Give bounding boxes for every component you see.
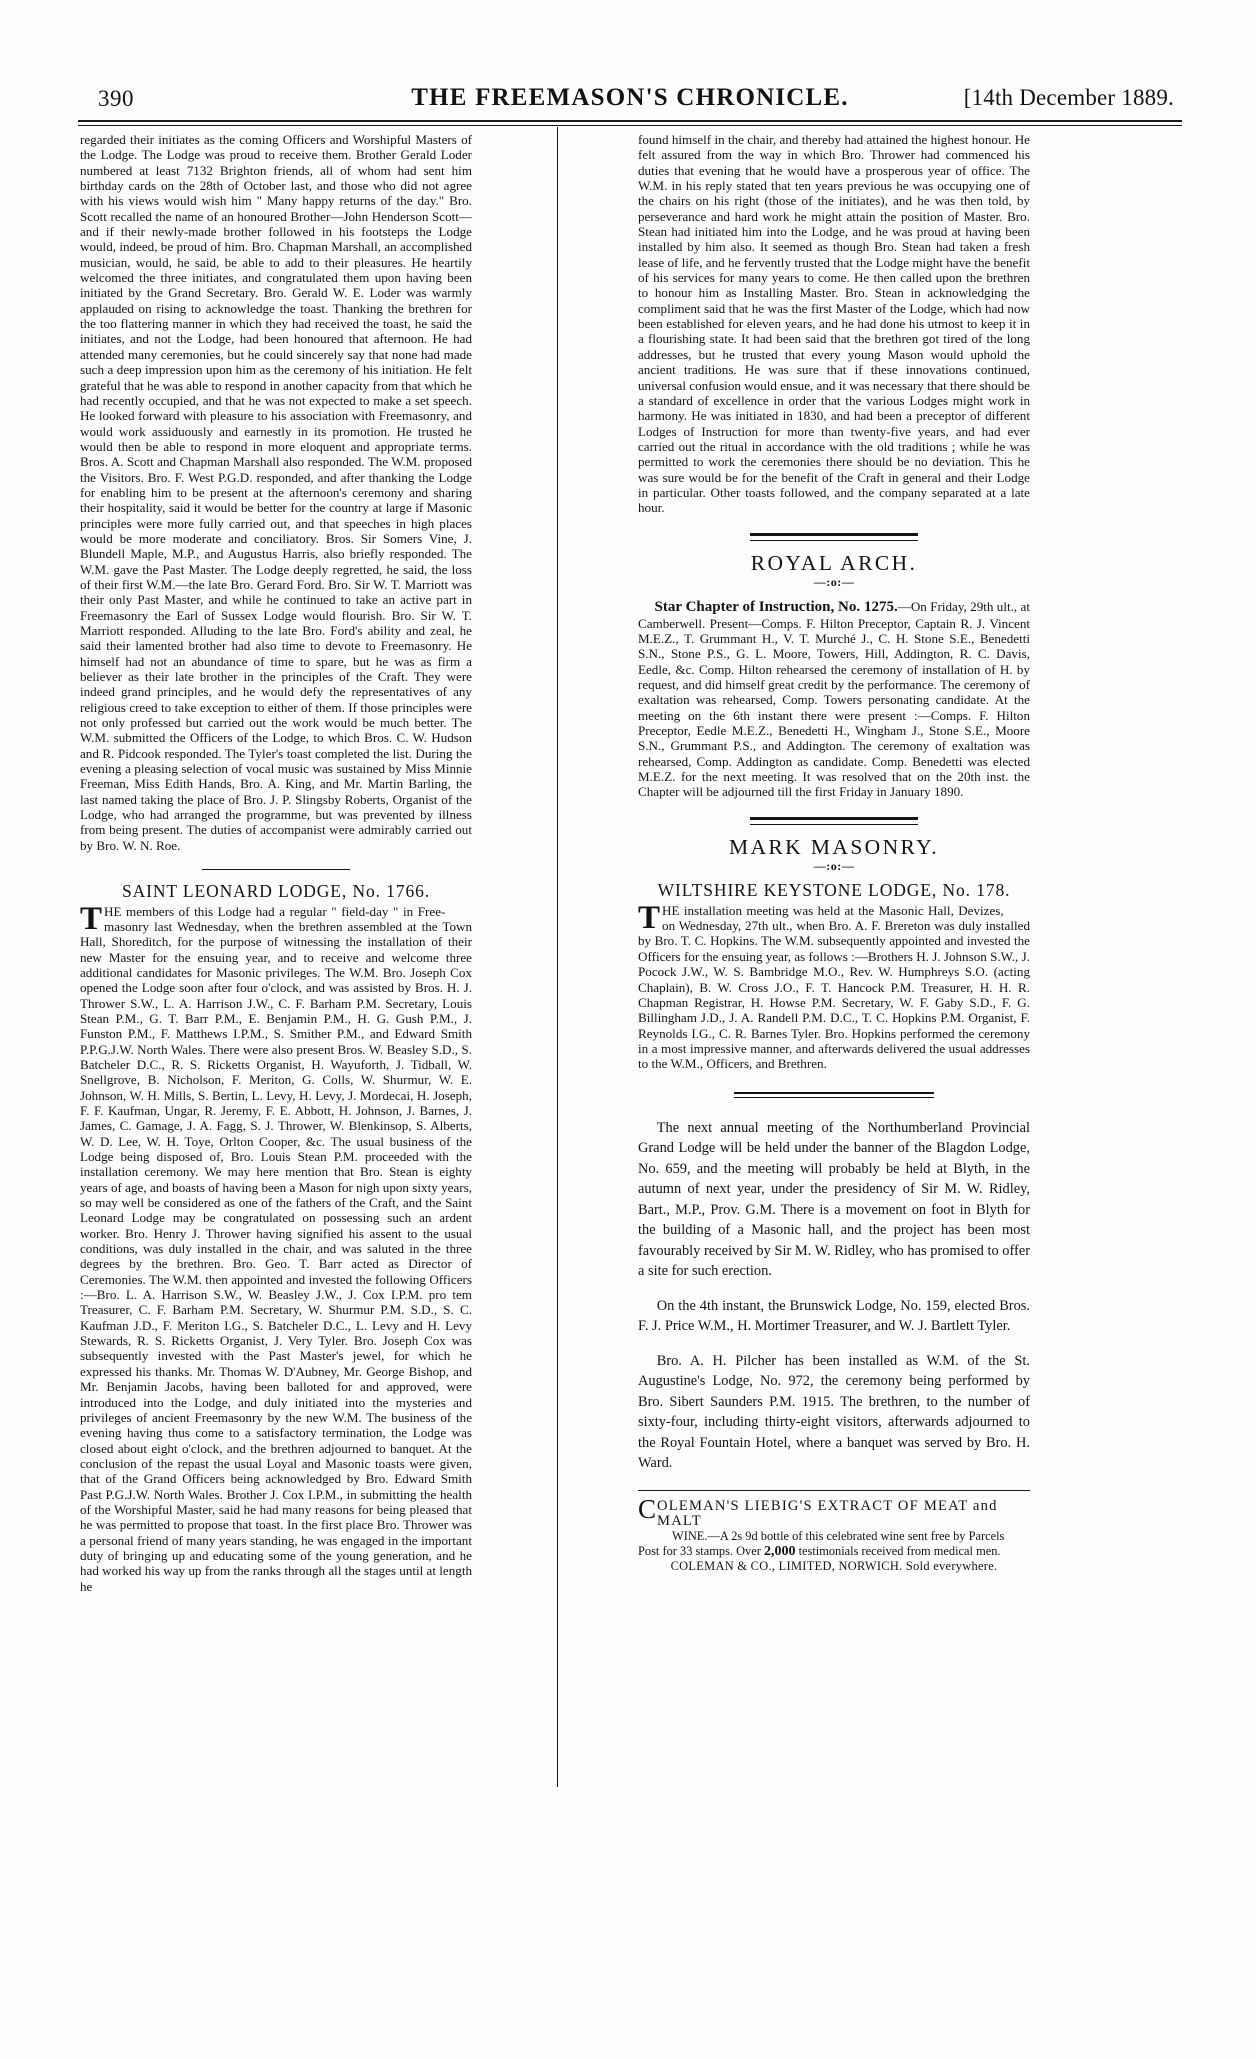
header-rule <box>78 120 1182 126</box>
saint-leonard-opening <box>80 900 473 1594</box>
section-rule-royal-arch <box>750 533 918 541</box>
issue-date: [14th December 1889. <box>963 85 1174 110</box>
ornament-divider-mark-masonry: —:o:— <box>813 859 855 874</box>
news-item-st-augustines: Bro. A. H. Pilcher has been installed as W.M. of the St. Augustine's Lodge, No. 972, the ceremony being performed by Bro. Sibert Saunders P.M. 1915. The brethren, to the number of sixty-four, including thirty-eight visitors, afterwards adjourned to the Royal Fountain Hotel, where a banquet was served by Bro. H. Ward. <box>638 1352 1030 1472</box>
wiltshire-body: installed by Bro. T. C. Hopkins. The W.M. subsequently appointed and invested the Officers for the ensuing year, as follows :—Brothers H. J. Johnson S.W., J. Pocock J.W., W. S. Bambridge M.O., Rev. W. Humphreys S.O. (acting Chaplain), B. W. Cross J.O., F. T. Hancock P.M. Treasurer, H. H. R. Chapman Registrar, H. Howse P.M. Secretary, W. F. Gaby S.D., F. G. Billingham J.D., J. A. Randell P.M. D.C., T. C. Hopkins P.M. Organist, F. Reynolds I.G., C. R. Barnes Tyler. Bro. Hopkins performed the ceremony in a most impressive manner, and afterwards delivered the usual addresses to the W.M., Officers, and Brethren. <box>638 918 1030 1072</box>
heading-wiltshire-keystone-lodge: WILTSHIRE KEYSTONE LODGE, No. 178. <box>657 880 1011 901</box>
wiltshire-first-line: HE installation meeting was held at the Masonic Hall, Devizes, <box>662 902 1004 918</box>
advert-line-4: COLEMAN & CO., LIMITED, NORWICH. Sold everywhere. <box>670 1558 998 1573</box>
column-divider <box>557 127 558 1787</box>
left-column <box>80 132 472 1594</box>
ornament-divider-royal-arch: —:o:— <box>813 574 855 589</box>
news-item-northumberland: The next annual meeting of the Northumberland Provincial Grand Lodge will be held under the banner of the Blagdon Lodge, No. 659, and the meeting will probably be held at Blyth, in the autumn of next year, under the presidency of Sir M. W. Ridley, Bart., M.P., Prov. G.M. There is a movement on foot in Blyth for the building of a Masonic hall, and the project has been most favourably received by Sir M. W. Ridley, who has promised to offer a site for such erection. <box>638 1119 1030 1280</box>
advert-line-2: WINE.—A 2s 9d bottle of this celebrated wine sent free by Parcels <box>672 1528 1005 1543</box>
advert-testimonial-count: 2,000 <box>763 1543 796 1559</box>
advert-line-3a: Post for 33 stamps. Over <box>638 1543 764 1558</box>
advertisement-coleman <box>638 1493 1030 1574</box>
continued-article-right: found himself in the chair, and thereby had attained the highest honour. He felt assured from the way in which Bro. Thrower had commenced his duties that evening that he would have a prosperous year of office. The W.M. in his reply stated that ten years previous he was occupying one of the chairs on his right (those of the initiates), and he was then told, by perseverance and hard work he might attain the position of Master. Bro. Stean had initiated him into the Lodge, and he was proud at having been installed by him also. It seemed as though Bro. Stean had taken a fresh lease of life, and he fervently trusted that the Lodge might have the benefit of his services for many years to come. He then called upon the brethren to honour him as Installing Master. Bro. Stean in acknowledging the compliment said that he was the first Master of the Lodge, which had now been established for eleven years, and he had done his utmost to keep it in a flourishing state. It had been said that the brethren got tired of the long addresses, but he trusted that every young Mason would uphold the ancient traditions. He was sure that if these innovations continued, universal confusion would ensue, and it was necessary that there should be a standard of excellence in order that the various Lodges might work in harmony. He was initiated in 1830, and had been a preceptor of different Lodges of Instruction for more than twenty-five years, and had ever carried out the ritual in accordance with the old traditions ; while he was permitted to work the ceremonies there should be no deviation. This he was sure would be for the benefit of the Craft in general and their Lodge in particular. Other toasts followed, and the company separated at a late hour. <box>638 132 1030 516</box>
saint-leonard-body: Town Hall, Shoreditch, for the purpose of witnessing the installation of their new Master for the ensuing year, and to receive and welcome three additional candidates for Masonic privileges. The W.M. Bro. Joseph Cox opened the Lodge soon after four o'clock, and was assisted by Bros. H. J. Thrower S.W., L. A. Harrison J.W., C. F. Barham P.M. Secretary, Louis Stean P.M., G. T. Barr P.M., E. Benjamin P.M., H. G. Gush P.M., J. Funston P.M., F. Matthews I.P.M., S. Smither P.M., and Edward Smith P.P.G.J.W. North Wales. There were also present Bros. W. Beasley S.D., S. Batcheler D.C., R. S. Ricketts Organist, H. Wayuforth, J. Tidball, W. Snellgrove, B. Nicholson, F. Meriton, G. Colls, W. Shurmur, W. E. Johnson, W. H. Mills, S. Bertin, L. Levy, H. Levy, J. Mordecai, H. Joseph, F. F. Kaufman, Ungar, R. Jeremy, F. E. Abbott, H. Johnson, J. Barnes, J. James, C. Gamage, J. A. Fagg, S. J. Thrower, W. Blenkinsop, S. Alberts, W. D. Lee, W. H. Toye, Orlton Cooper, &c. The usual business of the Lodge being disposed of, Bro. Louis Stean P.M. proceeded with the installation ceremony. We may here mention that Bro. Stean is eighty years of age, and boasts of having been a Mason for nigh upon sixty years, so may well be considered as one of the fathers of the Craft, and the Saint Leonard Lodge may be congratulated on possessing such an ardent worker. Bro. Henry J. Thrower having signified his assent to the usual conditions, was duly installed in the chair, and was saluted in the three degrees by the brethren. Bro. Geo. T. Barr acted as Director of Ceremonies. The W.M. then appointed and invested the following Officers :—Bro. L. A. Harrison S.W., W. Beasley J.W., J. Cox I.P.M. pro tem Treasurer, C. F. Barham P.M. Secretary, W. Shurmur P.M. S.D., S. C. Kaufman J.D., F. Meriton I.G., S. Batcheler D.C., L. Levy and H. Levy Stewards, R. S. Ricketts Organist, J. Very Tyler. Bro. Joseph Cox was subsequently invested with the Past Master's jewel, for which he expressed his thanks. Mr. Thomas W. D'Aubney, Mr. George Bishop, and Mr. Benjamin Jacobs, having been balloted for and approved, were introduced into the Lodge, and duly initiated into the mysteries and privileges of ancient Freemasonry by the new W.M. The business of the evening having thus come to a satisfactory termination, the Lodge was closed about eight o'clock, and the brethren adjourned to banquet. At the conclusion of the repast the usual Loyal and Masonic toasts were given, that of the Grand Officers being acknowledged by Bro. Edward Smith Past P.G.J.W. North Wales. Brother J. Cox I.P.M., in submitting the health of the Worshipful Master, said he had many reasons for being pleased that he was permitted to propose that toast. In the first place Bro. Thrower was a personal friend of many years standing, he was engaged in the important duty of bringing up and educating some of the young generation, and he had worked his way up from the ranks through all the stages until at length he <box>80 918 473 1594</box>
star-chapter-body: —On Friday, 29th ult., at Camberwell. Present—Comps. F. Hilton Preceptor, Captain R. J. Vincent M.E.Z., T. Grummant H., V. T. Murché J., C. H. Stone S.E., Benedetti S.N., Stone P.S., G. L. Moore, Towers, Hill, Addington, R. C. Davis, Eedle, &c. Comp. Hilton rehearsed the ceremony of installation of H. by request, and did himself great credit by the performance. The ceremony of exaltation was rehearsed, Comp. Towers personating candidate. At the meeting on the 6th instant there were present :—Comps. F. Hilton Preceptor, Eedle M.E.Z., Benedetti H., Wingham J., Stone S.E., Moore S.N., Grummant P.S., and Addington. The ceremony of exaltation was rehearsed, Comp. Addington as candidate. Comp. Benedetti was elected M.E.Z. for the next meeting. It was resolved that on the 20th inst. the Chapter will be adjourned till the first Friday in January 1890. <box>638 599 1030 800</box>
publication-title: THE FREEMASON'S CHRONICLE. <box>411 84 849 111</box>
advert-line-3c: testimonials received from medical men. <box>795 1543 1001 1558</box>
section-rule-mark-masonry <box>750 817 918 825</box>
dropcap-t-left: T <box>80 900 103 937</box>
running-head <box>78 84 1182 114</box>
wiltshire-second-line: on Wednesday, 27th ult., when Bro. A. F. Brereton was duly <box>662 918 982 934</box>
advertisement-rule <box>638 1490 1030 1491</box>
section-rule-news <box>734 1092 934 1098</box>
department-heading-royal-arch: ROYAL ARCH. <box>750 550 918 575</box>
advert-line-1: OLEMAN'S LIEBIG'S EXTRACT OF MEAT and MALT <box>657 1497 998 1529</box>
wiltshire-keystone-opening <box>638 899 1030 1072</box>
department-heading-mark-masonry: MARK MASONRY. <box>728 834 940 859</box>
heading-star-chapter: Star Chapter of Instruction, No. 1275. <box>654 599 898 616</box>
saint-leonard-second-line: masonry last Wednesday, when the brethren assembled at the <box>104 918 438 934</box>
news-item-brunswick: On the 4th instant, the Brunswick Lodge, No. 159, elected Bros. F. J. Price W.M., H. Mortimer Treasurer, and W. J. Bartlett Tyler. <box>638 1297 1030 1335</box>
saint-leonard-first-line: HE members of this Lodge had a regular " field-day " in Free- <box>104 903 446 919</box>
continued-article-left: regarded their initiates as the coming Officers and Worshipful Masters of the Lodge. The Lodge was proud to receive them. Brother Gerald Loder numbered at least 7132 Brighton friends, all of whom had sent him birthday cards on the 28th of October last, and those who did not agree with his views would wish him " Many happy returns of the day." Bro. Scott recalled the name of an honoured Brother—John Henderson Scott—and if their newly-made brother followed in his footsteps the Lodge would, indeed, be proud of him. Bro. Chapman Marshall, an accomplished musician, would, he said, be able to add to their pleasures. He heartily welcomed the three initiates, and congratulated them upon having been initiated by the Grand Secretary. Bro. Gerald W. E. Loder was warmly applauded on rising to acknowledge the toast. Thanking the brethren for the too flattering manner in which they had received the toast, he said the initiates, and not the Lodge, had been honoured that afternoon. He had attended many ceremonies, but he could sincerely say that none had made such a deep impression upon him as the ceremony of his initiation. He felt grateful that he was able to respond in another capacity from that which he had recently occupied, and that he was not expected to make a set speech. He looked forward with pleasure to his association with Freemasonry, and would work assiduously and earnestly in its promotion. He trusted he would then be able to respond in more eloquent and appropriate terms. Bros. A. Scott and Chapman Marshall also responded. The W.M. proposed the Visitors. Bro. F. West P.G.D. responded, and after thanking the Lodge for enabling him to be present at the afternoon's ceremony and sharing their hospitality, said it would be better for the country at large if Masonic principles were more fully carried out, and that speeches in high places would be more moderate and conciliatory. Bros. Sir Somers Vine, J. Blundell Maple, M.P., and Augustus Harris, also briefly responded. The W.M. gave the Past Master. The Lodge deeply regretted, he said, the loss of their first W.M.—the late Bro. Gerard Ford. Bro. Sir W. T. Marriott was their only Past Master, and while he continued to take an active part in Freemasonry the Earl of Sussex Lodge would flourish. Bro. Sir W. T. Marriott responded. Alluding to the late Bro. Ford's ability and zeal, he said their lamented brother had also time to devote to Freemasonry. He himself had not an abundance of time to spare, but he was as firm a believer as their late brother in the principles of the Craft. They were indeed grand principles, and he would defy the representatives of any religious creed to take exception to either of them. If those principles were not only professed but carried out the work would be much better. The W.M. submitted the Officers of the Lodge, to which Bros. C. W. Hudson and R. Pidcook responded. The Tyler's toast completed the list. During the evening a pleasing selection of vocal music was sustained by Miss Minnie Freeman, Miss Edith Hands, Bro. A. King, and Mr. Martin Barling, the last named taking the place of Bro. J. P. Slingsby Roberts, Organist of the Lodge, who had arranged the programme, but was prevented by illness from being present. The duties of accompanist were admirably carried out by Bro. W. N. Roe. <box>80 132 472 853</box>
advert-dropcap-c: C <box>638 1493 657 1524</box>
star-chapter-paragraph <box>638 599 1030 799</box>
dropcap-t-right: T <box>638 899 661 936</box>
right-column <box>638 132 1030 1574</box>
heading-saint-leonard-lodge: SAINT LEONARD LODGE, No. 1766. <box>121 881 431 902</box>
page-folio: 390 <box>98 86 134 111</box>
section-rule-saint-leonard <box>202 869 350 871</box>
